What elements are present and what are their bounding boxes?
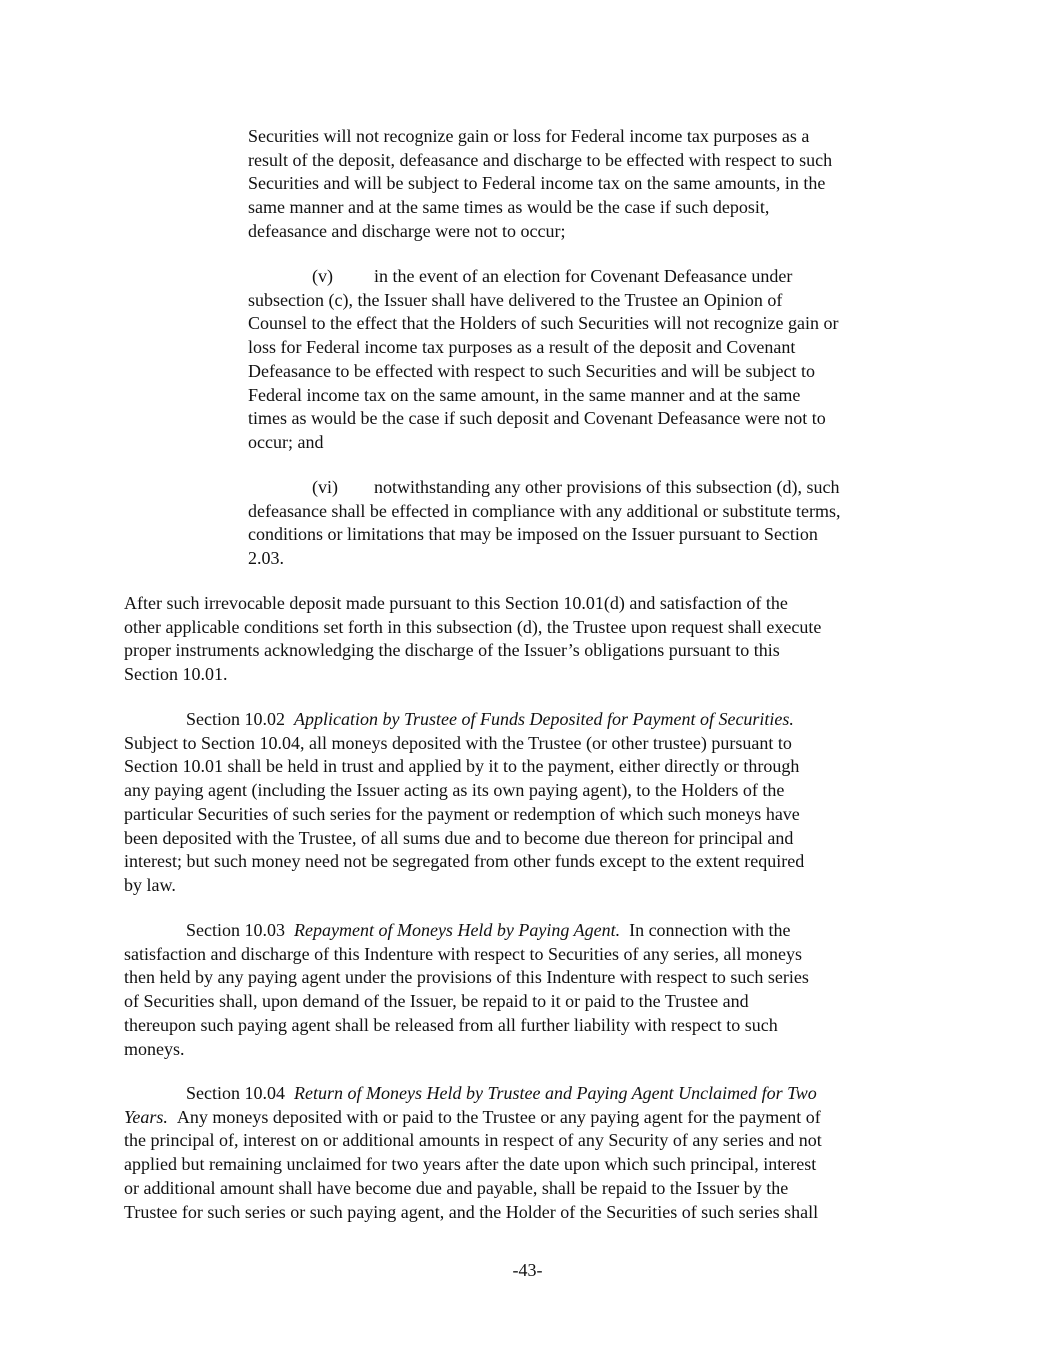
text-line: of Securities shall, upon demand of the Issuer, be repaid to it or paid to the Trustee and <box>124 991 749 1012</box>
section-label: Section 10.04 <box>186 1083 285 1103</box>
text-line: Section 10.01. <box>124 664 228 685</box>
section-heading-line <box>124 919 936 943</box>
text-line <box>248 265 938 289</box>
text-line: same manner and at the same times as would be the case if such deposit, <box>248 197 770 218</box>
text-line: times as would be the case if such deposit and Covenant Defeasance were not to <box>248 408 826 429</box>
text-line: satisfaction and discharge of this Indenture with respect to Securities of any series, all moneys <box>124 943 802 964</box>
section-title: Return of Moneys Held by Trustee and Paying Agent Unclaimed for Two <box>294 1083 817 1103</box>
text-line: Federal income tax on the same amount, in the same manner and at the same <box>248 384 801 405</box>
text-line: Subject to Section 10.04, all moneys deposited with the Trustee (or other trustee) pursuant to <box>124 732 792 753</box>
item-v-paragraph <box>248 265 938 455</box>
section-title: Application by Trustee of Funds Deposited for Payment of Securities. <box>294 709 794 729</box>
text-line: Defeasance to be effected with respect to such Securities and will be subject to <box>248 360 815 381</box>
text-line: Securities and will be subject to Federal income tax on the same amounts, in the <box>248 173 826 194</box>
text-line: defeasance shall be effected in compliance with any additional or substitute terms, <box>248 500 841 521</box>
text-line: After such irrevocable deposit made pursuant to this Section 10.01(d) and satisfaction of the <box>124 593 788 613</box>
text-line: Securities will not recognize gain or loss for Federal income tax purposes as a <box>248 126 810 146</box>
section-title: Repayment of Moneys Held by Paying Agent. <box>294 920 621 940</box>
text-line: then held by any paying agent under the provisions of this Indenture with respect to such series <box>124 967 809 988</box>
section-10-04 <box>124 1082 936 1224</box>
text-line: subsection (c), the Issuer shall have delivered to the Trustee an Opinion of <box>248 289 783 310</box>
text-line: Trustee for such series or such paying agent, and the Holder of the Securities of such series shall <box>124 1201 819 1222</box>
text-line: particular Securities of such series for the payment or redemption of which such moneys have <box>124 803 800 824</box>
item-first-line: notwithstanding any other provisions of this subsection (d), such <box>374 477 840 497</box>
item-vi-paragraph <box>248 476 938 571</box>
text-line: any paying agent (including the Issuer acting as its own paying agent), to the Holders of the <box>124 780 785 801</box>
text-line <box>248 476 938 500</box>
text-line: result of the deposit, defeasance and discharge to be effected with respect to such <box>248 149 833 170</box>
text-line: by law. <box>124 874 176 895</box>
text-line: loss for Federal income tax purposes as a result of the deposit and Covenant <box>248 337 796 358</box>
section-heading-line <box>124 1082 936 1106</box>
text-line: applied but remaining unclaimed for two years after the date upon which such principal, interest <box>124 1154 817 1175</box>
text-line <box>124 1106 936 1130</box>
section-label: Section 10.03 <box>186 920 285 940</box>
text-line: thereupon such paying agent shall be released from all further liability with respect to such <box>124 1014 778 1035</box>
continuation-paragraph <box>248 125 938 244</box>
text-line: or additional amount shall have become due and payable, shall be repaid to the Issuer by the <box>124 1177 789 1198</box>
section-heading-line <box>124 708 936 732</box>
text-line: 2.03. <box>248 548 284 569</box>
item-marker: (vi) <box>312 477 338 497</box>
section-first-line-rest: In connection with the <box>629 920 791 940</box>
text-line: interest; but such money need not be segregated from other funds except to the extent required <box>124 851 805 872</box>
section-10-03 <box>124 919 936 1061</box>
section-second-line-rest: Any moneys deposited with or paid to the Trustee or any paying agent for the payment of <box>176 1106 821 1127</box>
text-line: proper instruments acknowledging the discharge of the Issuer’s obligations pursuant to this <box>124 640 780 661</box>
section-label: Section 10.02 <box>186 709 285 729</box>
item-first-line: in the event of an election for Covenant Defeasance under <box>374 266 793 286</box>
text-line: Counsel to the effect that the Holders of such Securities will not recognize gain or <box>248 313 839 334</box>
text-line: moneys. <box>124 1038 185 1059</box>
section-title-continued: Years. <box>124 1106 168 1127</box>
after-deposit-paragraph <box>124 592 936 687</box>
text-line: Section 10.01 shall be held in trust and applied by it to the payment, either directly or through <box>124 756 800 777</box>
section-10-02 <box>124 708 936 898</box>
text-line: conditions or limitations that may be imposed on the Issuer pursuant to Section <box>248 524 818 545</box>
text-line: the principal of, interest on or additional amounts in respect of any Security of any series and not <box>124 1130 822 1151</box>
text-line: other applicable conditions set forth in this subsection (d), the Trustee upon request shall execute <box>124 616 822 637</box>
page-number: -43- <box>512 1260 543 1280</box>
item-marker: (v) <box>312 266 333 286</box>
text-line: occur; and <box>248 431 324 452</box>
text-line: defeasance and discharge were not to occur; <box>248 220 566 241</box>
text-line: been deposited with the Trustee, of all sums due and to become due thereon for principal and <box>124 827 794 848</box>
